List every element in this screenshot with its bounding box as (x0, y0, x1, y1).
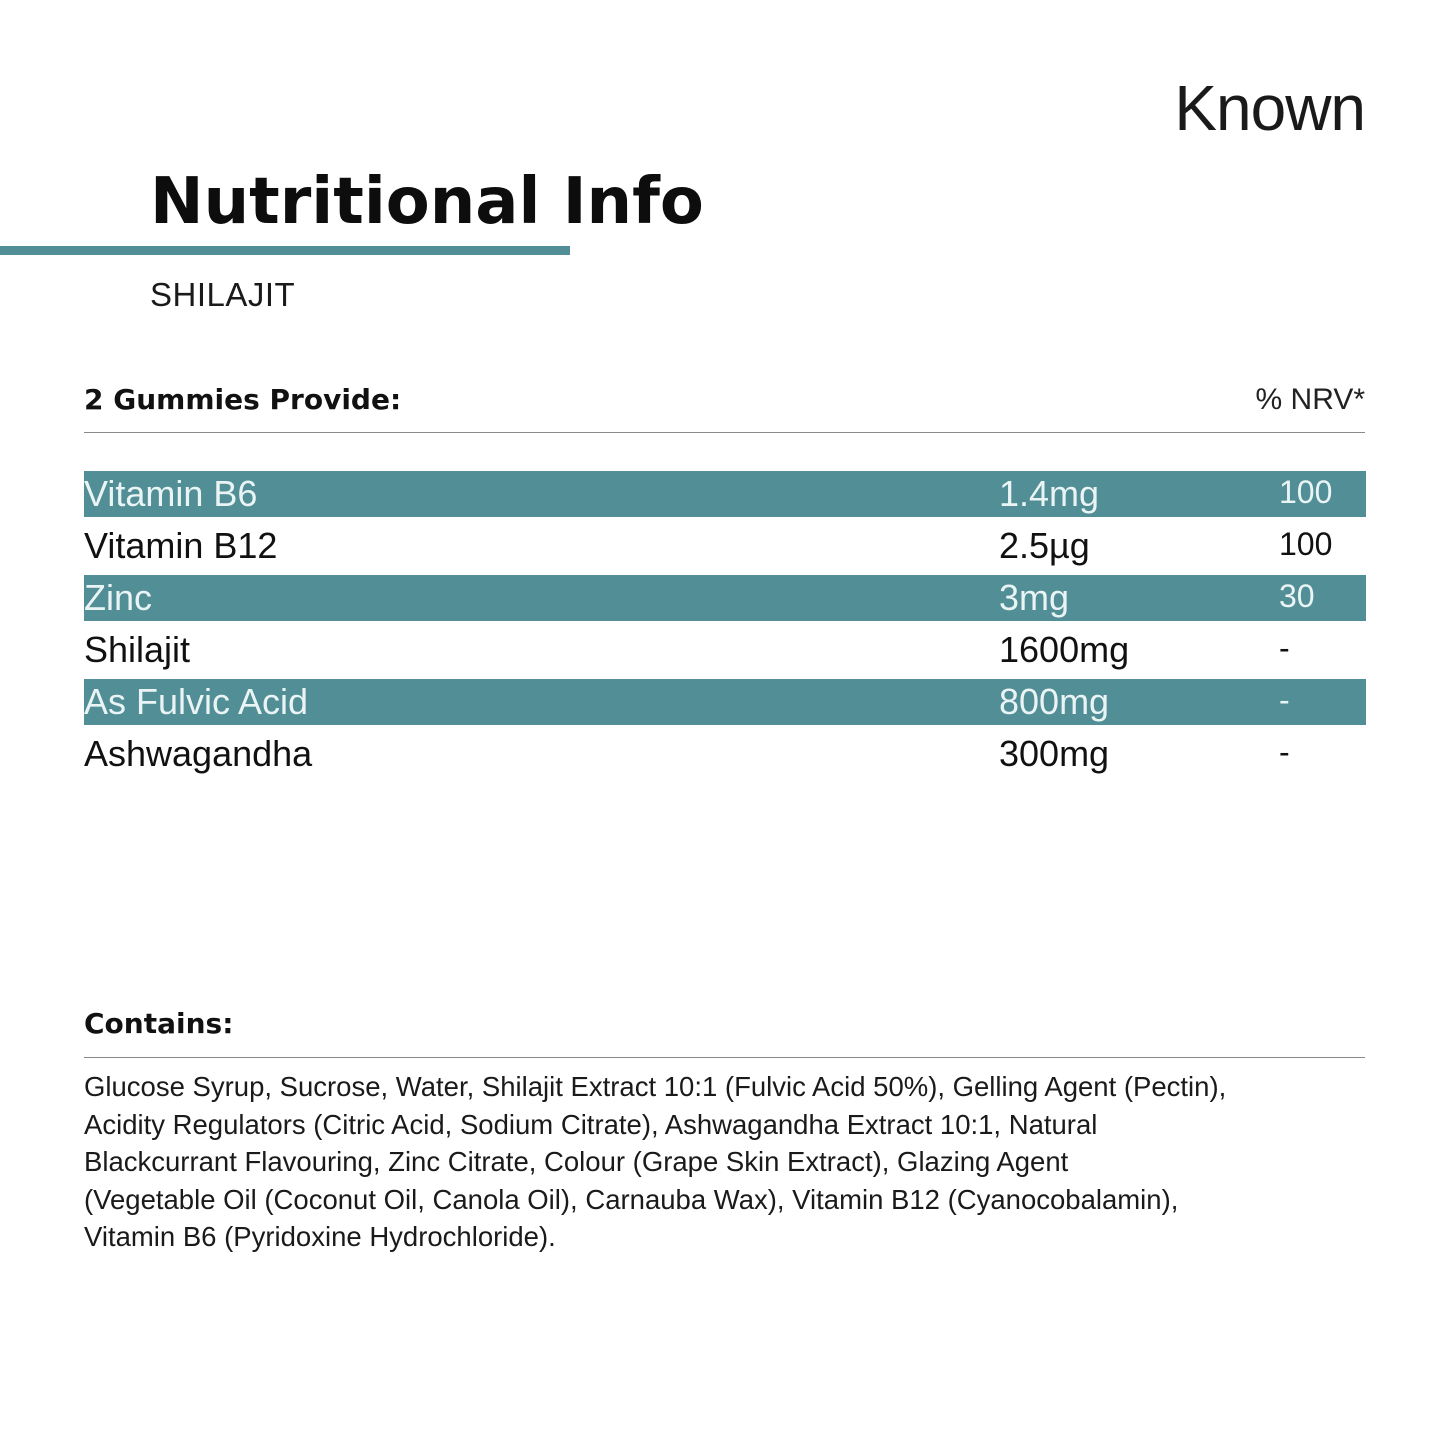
nutrient-row (84, 471, 1366, 517)
ingredients-line: Acidity Regulators (Citric Acid, Sodium Citrate), Ashwagandha Extract 10:1, Natural (84, 1108, 1098, 1140)
ingredients-line: Vitamin B6 (Pyridoxine Hydrochloride). (84, 1221, 556, 1252)
nutrient-amount: 2.5µg (999, 525, 1090, 566)
nutrient-name: Zinc (84, 577, 153, 618)
nutrient-nrv: - (1279, 630, 1290, 666)
page-title: Nutritional Info (150, 165, 704, 239)
nutrient-name: Vitamin B12 (84, 525, 278, 566)
nutrient-name: As Fulvic Acid (84, 681, 309, 722)
nutrient-nrv: 100 (1279, 474, 1333, 510)
nutrient-amount: 300mg (999, 733, 1110, 774)
title-accent-bar (0, 246, 570, 255)
header-divider (84, 432, 1365, 433)
nutrient-name: Ashwagandha (84, 733, 313, 774)
ingredients-text (84, 1068, 1374, 1256)
nutrient-table-header (84, 380, 1365, 420)
nutrient-row (84, 575, 1366, 621)
nutrient-row (84, 731, 1366, 777)
ingredients-line: (Vegetable Oil (Coconut Oil, Canola Oil), Carnauba Wax), Vitamin B12 (Cyanocobalamin), (84, 1183, 1179, 1215)
product-name: SHILAJIT (150, 276, 296, 313)
nutrient-amount: 1.4mg (999, 473, 1100, 514)
ingredients-line: Blackcurrant Flavouring, Zinc Citrate, Colour (Grape Skin Extract), Glazing Agent (84, 1146, 1069, 1177)
nutrient-name: Shilajit (84, 629, 191, 670)
nutrient-table (84, 471, 1366, 783)
nutrient-amount: 800mg (999, 681, 1110, 722)
contains-divider (84, 1057, 1365, 1058)
nutrient-nrv: 100 (1279, 526, 1333, 562)
nutrient-nrv: - (1279, 734, 1290, 770)
ingredients-line: Glucose Syrup, Sucrose, Water, Shilajit Extract 10:1 (Fulvic Acid 50%), Gelling Agent (Pectin), (84, 1071, 1227, 1102)
nutrient-amount: 1600mg (999, 629, 1130, 670)
nutrient-name: Vitamin B6 (84, 473, 258, 514)
nutrient-row (84, 627, 1366, 673)
nutrient-nrv: - (1279, 682, 1290, 718)
nrv-column-label: % NRV* (1255, 383, 1365, 416)
nutrient-row (84, 523, 1366, 569)
brand-logo: Known (1174, 72, 1365, 144)
contains-heading: Contains: (84, 1007, 234, 1040)
serving-label: 2 Gummies Provide: (84, 383, 402, 416)
nutrient-nrv: 30 (1279, 578, 1315, 614)
nutrient-row (84, 679, 1366, 725)
nutrient-amount: 3mg (999, 577, 1070, 618)
